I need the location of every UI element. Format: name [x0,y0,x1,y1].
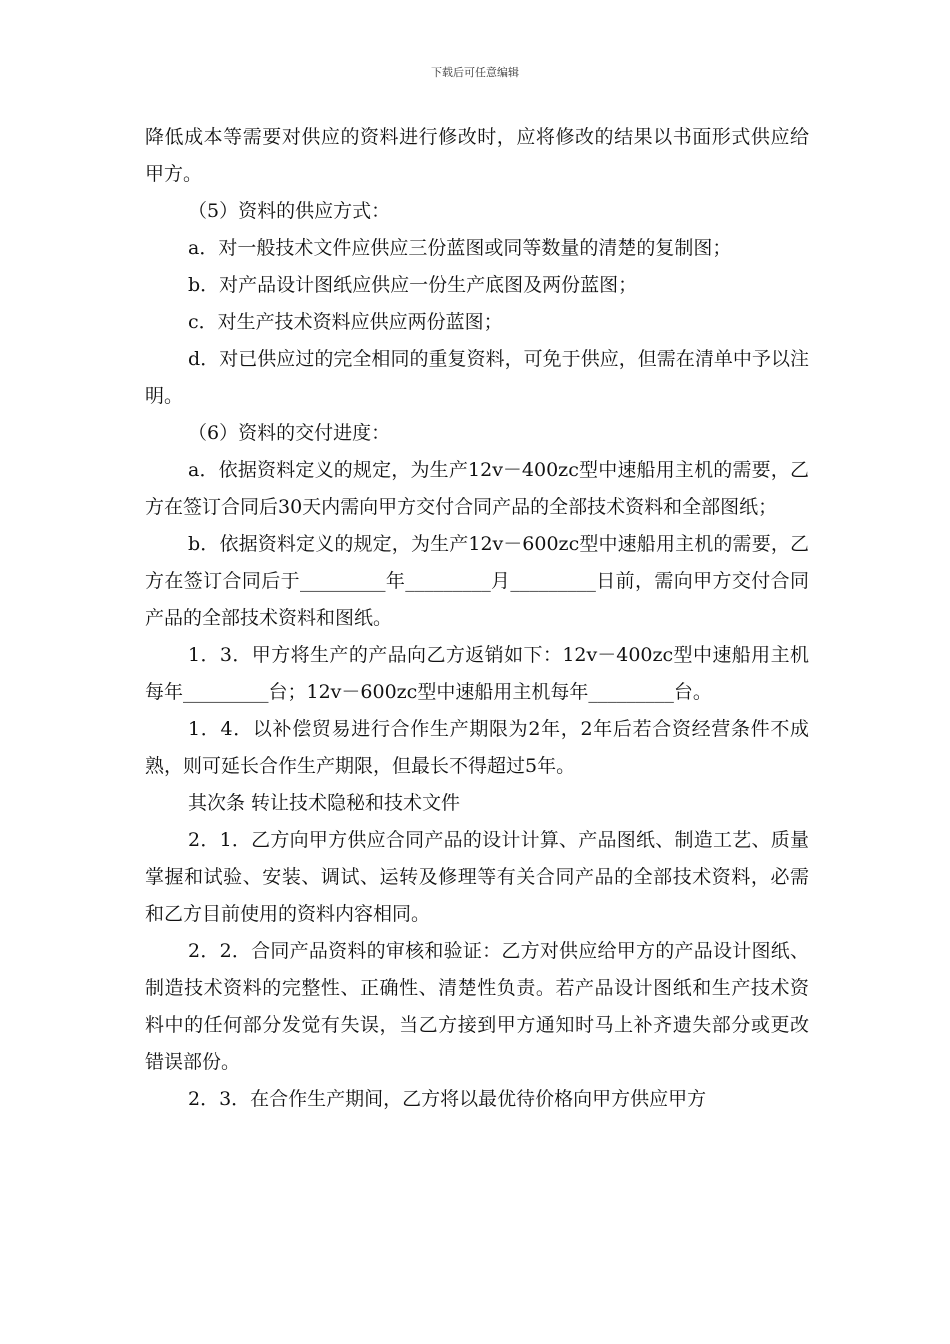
paragraph: c．对生产技术资料应供应两份蓝图； [188,311,503,333]
paragraph: d．对已供应过的完全相同的重复资料，可免于供应，但需在清单中予以注明。 [145,348,809,407]
paragraph: 1．4．以补偿贸易进行合作生产期限为2年，2年后若合资经营条件不成熟，则可延长合作生产期限，但最长不得超过5年。 [145,718,809,777]
paragraph: 2．1．乙方向甲方供应合同产品的设计计算、产品图纸、制造工艺、质量掌握和试验、安装、调试、运转及修理等有关合同产品的全部技术资料，必需和乙方目前使用的资料内容相同。 [145,829,809,925]
paragraph: b．对产品设计图纸应供应一份生产底图及两份蓝图； [188,274,638,296]
section-heading: 其次条 转让技术隐秘和技术文件 [188,792,461,814]
paragraph: 2．3．在合作生产期间，乙方将以最优待价格向甲方供应甲方 [188,1088,707,1110]
paragraph: 降低成本等需要对供应的资料进行修改时，应将修改的结果以书面形式供应给甲方。 [145,126,809,185]
document-body [145,119,809,1118]
page-header: 下载后可任意编辑 [431,66,519,79]
paragraph: （5）资料的供应方式： [188,200,391,222]
paragraph: a．对一般技术文件应供应三份蓝图或同等数量的清楚的复制图； [188,237,732,259]
paragraph: a．依据资料定义的规定，为生产12v－400zc型中速船用主机的需要，乙方在签订合同后30天内需向甲方交付合同产品的全部技术资料和全部图纸； [145,459,809,518]
paragraph: 1．3．甲方将生产的产品向乙方返销如下：12v－400zc型中速船用主机每年_________台；12v－600zc型中速船用主机每年_________台。 [145,644,809,703]
paragraph: 2．2．合同产品资料的审核和验证：乙方对供应给甲方的产品设计图纸、制造技术资料的完整性、正确性、清楚性负责。若产品设计图纸和生产技术资料中的任何部分发觉有失误，当乙方接到甲方通知时马上补齐遗失部分或更改错误部份。 [145,940,809,1073]
paragraph: （6）资料的交付进度： [188,422,391,444]
paragraph: b．依据资料定义的规定，为生产12v－600zc型中速船用主机的需要，乙方在签订合同后于_________年_________月_________日前，需向甲方交付合同产品的全部技术资料和图纸。 [145,533,809,629]
